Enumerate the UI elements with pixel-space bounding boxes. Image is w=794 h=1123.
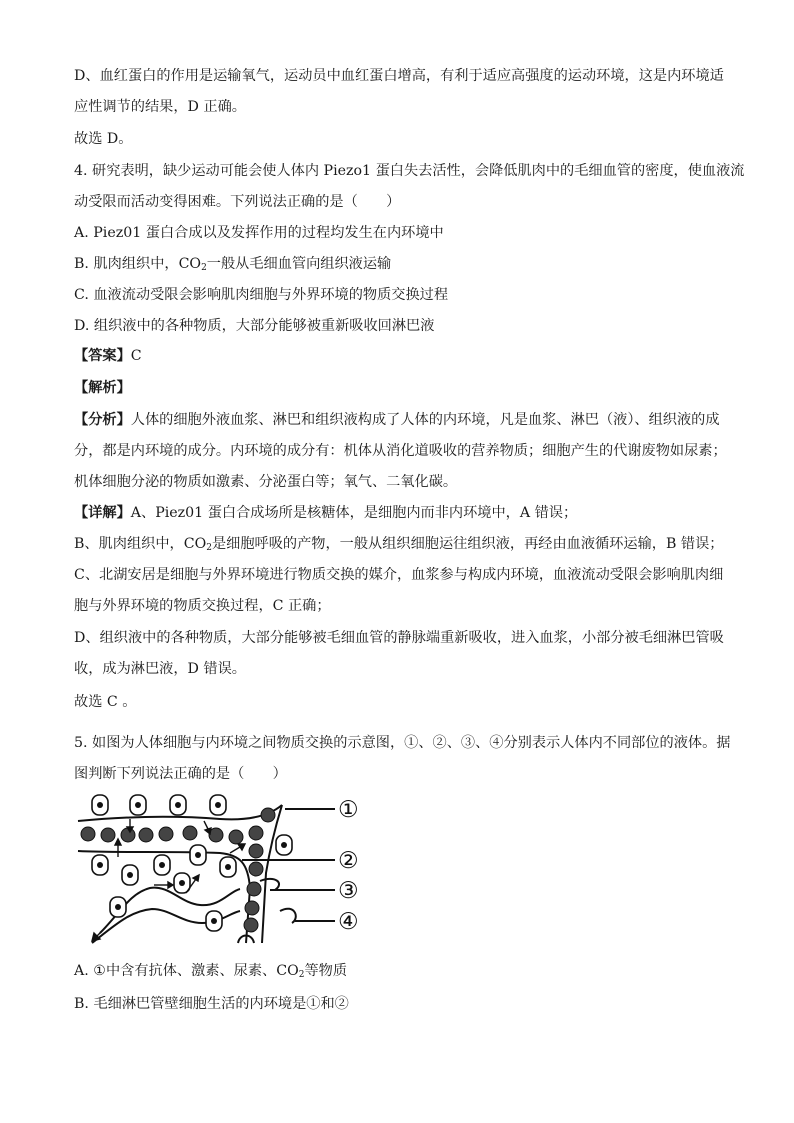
- cell-nucleus: [97, 802, 103, 808]
- red-blood-cell: [101, 828, 115, 842]
- xiangjie-d-line1: D、组织液中的各种物质，大部分能够被毛细血管的静脉端重新吸收，进入血浆，小部分被毛细淋巴管吸: [74, 630, 724, 646]
- capillary-right-wall: [262, 805, 282, 943]
- cell-nucleus: [225, 864, 231, 870]
- cell-nucleus: [159, 862, 165, 868]
- q4-conclusion: 故选 C 。: [74, 694, 137, 710]
- exchange-arrow-head: [205, 828, 211, 834]
- cell-nucleus: [175, 802, 181, 808]
- q5-stem-line2: 图判断下列说法正确的是（ ）: [74, 766, 287, 782]
- red-blood-cell: [261, 808, 275, 822]
- exchange-arrow-head: [193, 875, 199, 881]
- cell-nucleus: [97, 862, 103, 868]
- cell-nucleus: [115, 904, 121, 910]
- red-blood-cell: [247, 882, 261, 896]
- red-blood-cell: [249, 826, 263, 840]
- xiangjie-b: B、肌肉组织中，$CO_2$是细胞呼吸的产物，一般从组织细胞运往组织液，再经由血液循环运输，B 错误；: [74, 536, 724, 553]
- fenxi-line3: 机体细胞分泌的物质如激素、分泌蛋白等；氧气、二氧化碳。: [74, 474, 458, 490]
- xiangjie-a: 【详解】A、Piez01 蛋白合成场所是核糖体，是细胞内而非内环境中，A 错误；: [74, 505, 578, 521]
- exchange-arrow: [204, 821, 208, 829]
- red-blood-cell: [249, 844, 263, 858]
- red-blood-cell: [183, 826, 197, 840]
- label-3: ③: [338, 878, 359, 904]
- xiangjie-c-line1: C、北湖安居是细胞与外界环境进行物质交换的媒介，血浆参与构成内环境，血液流动受限会影响肌肉细: [74, 567, 724, 583]
- q4-answer: [74, 346, 724, 366]
- red-blood-cell: [81, 827, 95, 841]
- red-blood-cell: [229, 830, 243, 844]
- cell-nucleus: [195, 852, 201, 858]
- xiangjie-d-line2: 收，成为淋巴液，D 错误。: [74, 661, 246, 677]
- label-4: ④: [338, 909, 359, 935]
- cell-nucleus: [179, 880, 185, 886]
- q3-option-d-line2: 应性调节的结果，D 正确。: [74, 99, 246, 115]
- red-blood-cell: [249, 862, 263, 876]
- cell-nucleus: [135, 802, 141, 808]
- red-blood-cell: [139, 828, 153, 842]
- cell-nucleus: [215, 802, 221, 808]
- label-2: ②: [338, 848, 359, 874]
- q5-option-a: A. ①中含有抗体、激素、尿素、$CO_2$等物质: [74, 963, 348, 980]
- cell-nucleus: [281, 842, 287, 848]
- q4-stem-line2: 动受限而活动变得困难。下列说法正确的是（ ）: [74, 194, 401, 210]
- label-1: ①: [338, 797, 359, 823]
- answer-value: C: [130, 348, 142, 364]
- q4-option-b: B. 肌肉组织中，$CO_2$一般从毛细血管向组织液运输: [74, 256, 392, 273]
- red-blood-cell: [244, 918, 258, 932]
- fenxi-line1: 【分析】人体的细胞外液血浆、淋巴和组织液构成了人体的内环境，凡是血浆、淋巴（液）、组织液的成: [74, 412, 720, 428]
- xiangjie-c-line2: 胞与外界环境的物质交换过程，C 正确；: [74, 598, 331, 614]
- q4-option-a: A. Piez01 蛋白合成以及发挥作用的过程均发生在内环境中: [74, 225, 444, 241]
- cell-nucleus: [211, 918, 217, 924]
- red-blood-cell: [121, 828, 135, 842]
- answer-tag: 【答案】: [74, 348, 131, 364]
- q4-option-c: C. 血液流动受限会影响肌肉细胞与外界环境的物质交换过程: [74, 287, 449, 303]
- q5-stem-line1: 5. 如图为人体细胞与内环境之间物质交换的示意图，①、②、③、④分别表示人体内不同部位的液体。据: [74, 735, 731, 751]
- red-blood-cell: [159, 827, 173, 841]
- q4-option-d: D. 组织液中的各种物质，大部分能够被重新吸收回淋巴液: [74, 318, 435, 334]
- exchange-arrow: [230, 847, 240, 853]
- tissue-exchange-diagram: [70, 793, 375, 953]
- exchange-arrow-head: [168, 882, 173, 888]
- red-blood-cell: [245, 901, 259, 915]
- lymph-hook: [280, 909, 296, 923]
- q3-conclusion: 故选 D。: [74, 131, 133, 147]
- q5-option-b: B. 毛细淋巴管壁细胞生活的内环境是①和②: [74, 996, 349, 1012]
- exchange-arrow-head: [115, 839, 121, 845]
- tissue-fluid-hook: [260, 879, 279, 890]
- analysis-tag: 【解析】: [74, 380, 131, 396]
- q3-option-d-line1: D、血红蛋白的作用是运输氧气，运动员中血红蛋白增高，有利于适应高强度的运动环境，这是内环境适: [74, 68, 724, 84]
- cell-nucleus: [127, 872, 133, 878]
- q4-stem-line1: 4. 研究表明，缺少运动可能会使人体内 Piezo1 蛋白失去活性，会降低肌肉中的毛细血管的密度，使血液流: [74, 163, 745, 179]
- fenxi-line2: 分，都是内环境的成分。内环境的成分有：机体从消化道吸收的营养物质；细胞产生的代谢废物如尿素；: [74, 443, 727, 459]
